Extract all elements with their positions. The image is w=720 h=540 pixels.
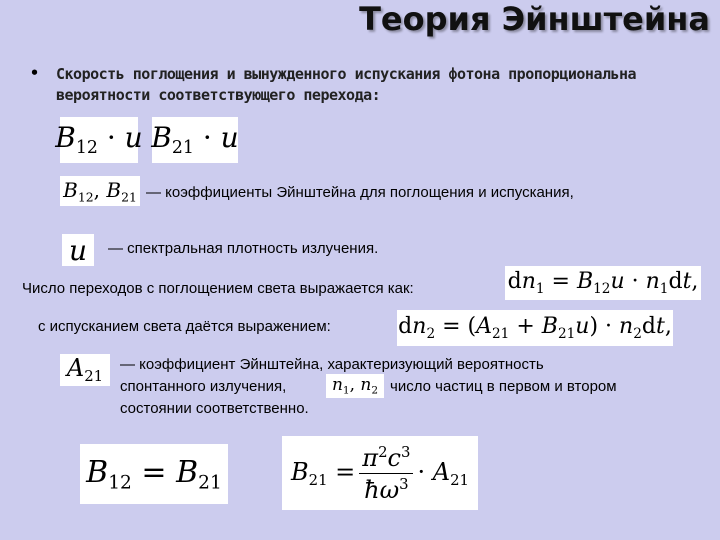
einstein-coeffs-description: — коэффициенты Эйнштейна для поглощения и испускания, xyxy=(146,184,574,201)
formula-b12u: $B_{12} \cdot u$ xyxy=(60,117,138,163)
formula-b12-eq-b21: $B_{12} = B_{21}$ xyxy=(80,444,228,504)
emission-intro: с испусканием света даётся выражением: xyxy=(38,318,331,335)
formula-b12-b21: $B_{12}$, $B_{21}$ xyxy=(60,176,140,206)
bullet-text: Скорость поглощения и вынужденного испускания фотона пропорциональна вероятности соответствующего перехода: xyxy=(56,65,637,104)
a21-description-line-3: число частиц в первом и втором xyxy=(390,378,617,395)
formula-dn1: $dn_1 = B_{12}u \cdot n_1dt$, xyxy=(505,266,701,300)
bullet-marker: • xyxy=(30,64,40,82)
a21-description-line-2: спонтанного излучения, xyxy=(120,378,287,395)
absorption-intro: Число переходов с поглощением света выражается как: xyxy=(22,280,414,297)
a21-description-line-1: — коэффициент Эйнштейна, характеризующий вероятность xyxy=(120,356,544,373)
slide-title: Теория Эйнштейна xyxy=(359,0,710,38)
spectral-density-description: — спектральная плотность излучения. xyxy=(108,240,379,257)
formula-a21: $A_{21}$ xyxy=(60,354,110,386)
formula-b21u: $B_{21} \cdot u$ xyxy=(152,117,238,163)
formula-b21-from-a21: $B_{21}$ = $\frac{\pi^2c^3}{ħ\omega^3}$ · $A_{21}$ xyxy=(282,436,478,510)
formula-dn2: $dn_2 = (A_{21} + B_{21}u) \cdot n_2dt$, xyxy=(397,310,673,346)
a21-description-line-4: состоянии соответственно. xyxy=(120,400,309,417)
formula-n1-n2: $n_1$, $n_2$ xyxy=(326,374,384,398)
formula-u: u xyxy=(62,234,94,266)
